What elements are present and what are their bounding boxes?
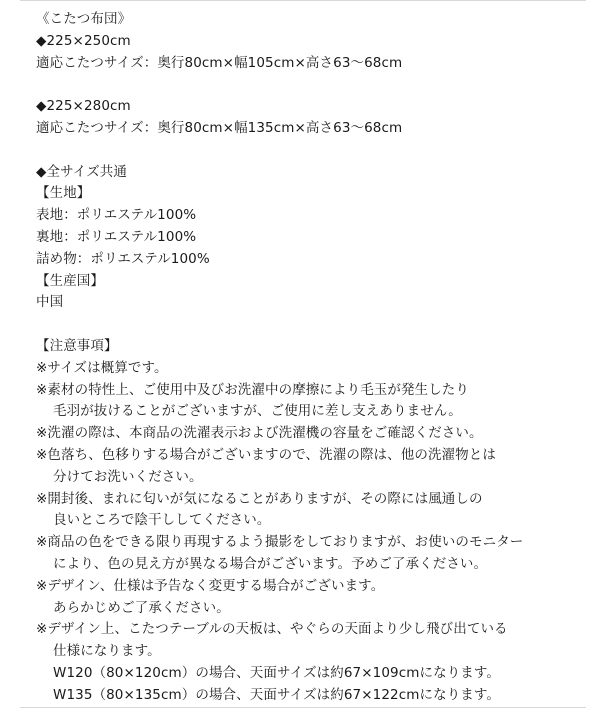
common-heading: ◆全サイズ共通	[36, 163, 128, 180]
tabletop-size-w135: W135（80×135cm）の場合、天面サイズは約67×122cmになります。	[53, 686, 501, 703]
note-item-continued: 仕様になります。	[53, 643, 161, 660]
filling-material: 詰め物：ポリエステル100%	[36, 250, 210, 267]
spacer	[36, 314, 588, 336]
note-item: ※サイズは概算です。	[36, 359, 168, 376]
note-item-continued: 分けてお洗いください。	[53, 468, 203, 485]
fabric-heading: 【生地】	[36, 185, 91, 202]
origin-country: 中国	[36, 294, 64, 311]
size-label-225x250: ◆225×250cm	[36, 32, 131, 49]
top-divider	[20, 0, 586, 1]
size-fit-225x280: 適応こたつサイズ：奥行80cm×幅135cm×高さ63〜68cm	[36, 119, 403, 136]
size-fit-225x250: 適応こたつサイズ：奥行80cm×幅105cm×高さ63〜68cm	[36, 54, 403, 71]
note-item: ※色落ち、色移りする場合がございますので、洗濯の際は、他の洗濯物とは	[36, 446, 496, 463]
note-item: ※開封後、まれに匂いが気になることがありますが、その際には風通しの	[36, 490, 483, 507]
note-item: ※商品の色をできる限り再現するよう撮影をしておりますが、お使いのモニター	[36, 534, 524, 551]
bottom-divider	[20, 707, 586, 708]
kotatsu-futon-heading: 《こたつ布団》	[36, 11, 132, 27]
size-label-225x280: ◆225×280cm	[36, 98, 131, 115]
note-item-continued: により、色の見え方が異なる場合がございます。予めご了承ください。	[53, 555, 488, 572]
note-item-continued: あらかじめご了承ください。	[53, 599, 230, 616]
spacer	[36, 74, 588, 96]
note-item-continued: 毛羽が抜けることがございますが、ご使用に差し支えありません。	[53, 403, 462, 420]
note-item: ※デザイン、仕様は予告なく変更する場合がございます。	[36, 577, 385, 594]
product-spec-text	[36, 9, 588, 707]
note-item: ※素材の特性上、ご使用中及びお洗濯中の摩擦により毛玉が発生したり	[36, 381, 470, 398]
origin-heading: 【生産国】	[36, 272, 104, 289]
tabletop-size-w120: W120（80×120cm）の場合、天面サイズは約67×109cmになります。	[53, 664, 501, 681]
surface-material: 表地：ポリエステル100%	[36, 207, 197, 224]
note-item-continued: 良いところで陰干ししてください。	[53, 512, 271, 529]
note-item: ※デザイン上、こたつテーブルの天板は、やぐらの天面より少し飛び出ている	[36, 621, 508, 638]
spacer	[36, 140, 588, 162]
back-material: 裏地：ポリエステル100%	[36, 228, 197, 245]
notes-heading: 【注意事項】	[36, 337, 118, 354]
note-item: ※洗濯の際は、本商品の洗濯表示および洗濯機の容量をご確認ください。	[36, 425, 483, 442]
